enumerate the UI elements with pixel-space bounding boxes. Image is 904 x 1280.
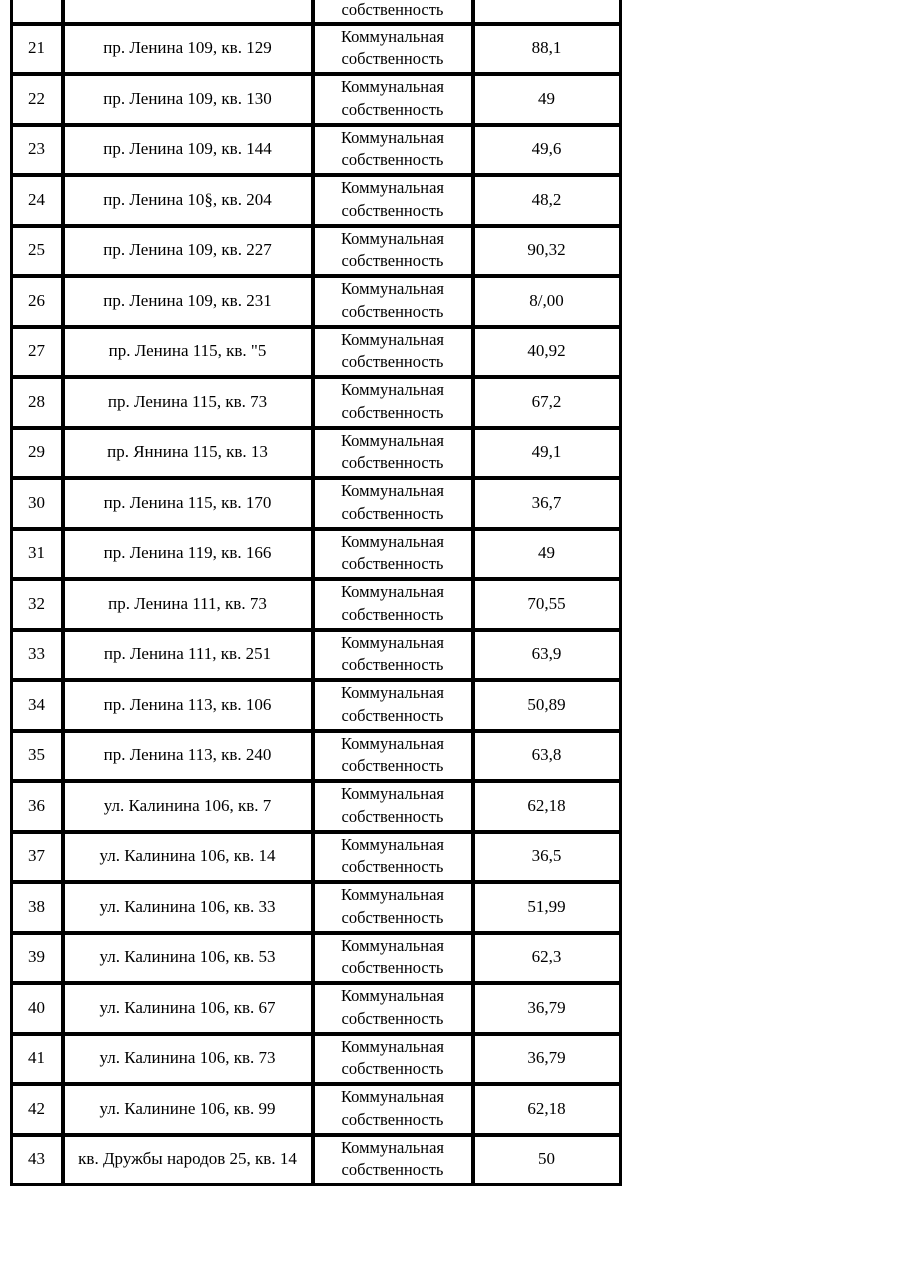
address-cell: ул. Калинина 106, кв. 67 bbox=[64, 984, 314, 1035]
row-number-cell: 34 bbox=[12, 681, 64, 732]
row-number-cell: 38 bbox=[12, 883, 64, 934]
ownership-cell bbox=[314, 1085, 474, 1136]
document-page bbox=[10, 0, 620, 1186]
ownership-cell bbox=[314, 176, 474, 227]
area-cell: 49 bbox=[474, 75, 622, 126]
area-cell: 90,32 bbox=[474, 227, 622, 278]
ownership-line: собственность bbox=[341, 1160, 444, 1180]
ownership-line: Коммунальная bbox=[340, 77, 445, 97]
ownership-line: собственность bbox=[341, 806, 444, 826]
table-row bbox=[12, 378, 622, 429]
ownership-cell bbox=[314, 75, 474, 126]
table-body bbox=[12, 0, 622, 1186]
table-row bbox=[12, 782, 622, 833]
row-number-cell: 29 bbox=[12, 429, 64, 480]
ownership-line: Коммунальная bbox=[340, 935, 445, 955]
ownership-line: Коммунальная bbox=[340, 380, 445, 400]
address-cell: пр. Ленина 109, кв. 227 bbox=[64, 227, 314, 278]
table-row bbox=[12, 176, 622, 227]
address-cell: кв. Дружбы народов 25, кв. 14 bbox=[64, 1136, 314, 1187]
address-cell: пр. Ленина 111, кв. 73 bbox=[64, 580, 314, 631]
area-cell: 62,3 bbox=[474, 934, 622, 985]
table-row-continued bbox=[12, 0, 622, 25]
ownership-cell bbox=[314, 580, 474, 631]
ownership-line: собственность bbox=[341, 1059, 444, 1079]
ownership-line: собственность bbox=[341, 49, 444, 69]
table-row bbox=[12, 631, 622, 682]
area-cell: 36,79 bbox=[474, 1035, 622, 1086]
property-table bbox=[10, 0, 622, 1186]
ownership-line: Коммунальная bbox=[340, 531, 445, 551]
ownership-cell bbox=[314, 631, 474, 682]
ownership-cell bbox=[314, 479, 474, 530]
address-cell: ул. Калинина 106, кв. 7 bbox=[64, 782, 314, 833]
row-number-cell: 31 bbox=[12, 530, 64, 581]
address-cell: пр. Ленина 115, кв. 170 bbox=[64, 479, 314, 530]
row-number-cell: 43 bbox=[12, 1136, 64, 1187]
ownership-line: Коммунальная bbox=[340, 481, 445, 501]
area-cell: 48,2 bbox=[474, 176, 622, 227]
row-number-cell: 40 bbox=[12, 984, 64, 1035]
ownership-line: собственность bbox=[341, 1109, 444, 1129]
ownership-line: собственность bbox=[341, 655, 444, 675]
ownership-line: Коммунальная bbox=[340, 1036, 445, 1056]
ownership-line: Коммунальная bbox=[340, 632, 445, 652]
ownership-cell bbox=[314, 126, 474, 177]
row-number-cell: 25 bbox=[12, 227, 64, 278]
address-cell: ул. Калинина 106, кв. 33 bbox=[64, 883, 314, 934]
area-cell: 62,18 bbox=[474, 782, 622, 833]
ownership-line: собственность bbox=[341, 604, 444, 624]
row-number-cell: 37 bbox=[12, 833, 64, 884]
area-cell: 62,18 bbox=[474, 1085, 622, 1136]
row-number-cell: 42 bbox=[12, 1085, 64, 1136]
ownership-cell bbox=[314, 328, 474, 379]
ownership-cell bbox=[314, 833, 474, 884]
ownership-line: Коммунальная bbox=[340, 178, 445, 198]
area-cell: 36,79 bbox=[474, 984, 622, 1035]
area-cell: 40,92 bbox=[474, 328, 622, 379]
row-number-cell: 26 bbox=[12, 277, 64, 328]
ownership-line: Коммунальная bbox=[340, 329, 445, 349]
table-row bbox=[12, 25, 622, 76]
row-number-cell: 21 bbox=[12, 25, 64, 76]
ownership-line: собственность bbox=[341, 251, 444, 271]
area-cell bbox=[474, 0, 622, 25]
ownership-cell bbox=[314, 277, 474, 328]
address-cell: пр. Ленина 119, кв. 166 bbox=[64, 530, 314, 581]
ownership-line: Коммунальная bbox=[340, 582, 445, 602]
ownership-line: собственность bbox=[341, 150, 444, 170]
ownership-line: собственность bbox=[341, 0, 444, 19]
address-cell: пр. Ленина 109, кв. 129 bbox=[64, 25, 314, 76]
ownership-line: Коммунальная bbox=[340, 279, 445, 299]
area-cell: 51,99 bbox=[474, 883, 622, 934]
area-cell: 67,2 bbox=[474, 378, 622, 429]
table-row bbox=[12, 277, 622, 328]
ownership-line: Коммунальная bbox=[340, 26, 445, 46]
area-cell: 50,89 bbox=[474, 681, 622, 732]
area-cell: 36,5 bbox=[474, 833, 622, 884]
ownership-cell bbox=[314, 782, 474, 833]
table-row bbox=[12, 328, 622, 379]
address-cell: пр. Ленина 109, кв. 130 bbox=[64, 75, 314, 126]
table-row bbox=[12, 479, 622, 530]
ownership-line: Коммунальная bbox=[340, 885, 445, 905]
ownership-cell bbox=[314, 984, 474, 1035]
area-cell: 36,7 bbox=[474, 479, 622, 530]
ownership-line: Коммунальная bbox=[340, 683, 445, 703]
ownership-line: Коммунальная bbox=[340, 228, 445, 248]
table-row bbox=[12, 530, 622, 581]
address-cell: ул. Калинина 106, кв. 14 bbox=[64, 833, 314, 884]
ownership-line: собственность bbox=[341, 402, 444, 422]
address-cell: пр. Ленина 111, кв. 251 bbox=[64, 631, 314, 682]
ownership-line: собственность bbox=[341, 1008, 444, 1028]
table-row bbox=[12, 1136, 622, 1187]
row-number-cell: 39 bbox=[12, 934, 64, 985]
address-cell: пр. Ленина 115, кв. 73 bbox=[64, 378, 314, 429]
ownership-cell bbox=[314, 25, 474, 76]
ownership-line: собственность bbox=[341, 453, 444, 473]
ownership-line: Коммунальная bbox=[340, 1087, 445, 1107]
ownership-line: собственность bbox=[341, 907, 444, 927]
ownership-cell bbox=[314, 1035, 474, 1086]
row-number-cell: 27 bbox=[12, 328, 64, 379]
ownership-cell bbox=[314, 883, 474, 934]
row-number-cell: 32 bbox=[12, 580, 64, 631]
row-number-cell: 33 bbox=[12, 631, 64, 682]
table-row bbox=[12, 580, 622, 631]
address-cell: ул. Калинине 106, кв. 99 bbox=[64, 1085, 314, 1136]
table-row bbox=[12, 429, 622, 480]
ownership-cell bbox=[314, 227, 474, 278]
address-cell: пр. Ленина 10§, кв. 204 bbox=[64, 176, 314, 227]
ownership-line: собственность bbox=[341, 857, 444, 877]
row-number-cell: 28 bbox=[12, 378, 64, 429]
row-number-cell: 30 bbox=[12, 479, 64, 530]
ownership-line: собственность bbox=[341, 99, 444, 119]
row-number-cell: 22 bbox=[12, 75, 64, 126]
area-cell: 88,1 bbox=[474, 25, 622, 76]
table-row bbox=[12, 984, 622, 1035]
table-row bbox=[12, 75, 622, 126]
ownership-line: собственность bbox=[341, 503, 444, 523]
ownership-line: Коммунальная bbox=[340, 1137, 445, 1157]
address-cell: ул. Калинина 106, кв. 73 bbox=[64, 1035, 314, 1086]
address-cell: пр. Яннина 115, кв. 13 bbox=[64, 429, 314, 480]
ownership-cell bbox=[314, 934, 474, 985]
ownership-line: собственность bbox=[341, 756, 444, 776]
ownership-line: Коммунальная bbox=[340, 127, 445, 147]
address-cell bbox=[64, 0, 314, 25]
address-cell: пр. Ленина 109, кв. 144 bbox=[64, 126, 314, 177]
table-row bbox=[12, 227, 622, 278]
ownership-line: собственность bbox=[341, 352, 444, 372]
row-number-cell: 24 bbox=[12, 176, 64, 227]
ownership-line: собственность bbox=[341, 958, 444, 978]
ownership-line: собственность bbox=[341, 301, 444, 321]
ownership-cell bbox=[314, 681, 474, 732]
address-cell: пр. Ленина 109, кв. 231 bbox=[64, 277, 314, 328]
row-number-cell: 35 bbox=[12, 732, 64, 783]
ownership-cell bbox=[314, 429, 474, 480]
ownership-line: Коммунальная bbox=[340, 733, 445, 753]
ownership-cell bbox=[314, 378, 474, 429]
ownership-cell bbox=[314, 530, 474, 581]
address-cell: ул. Калинина 106, кв. 53 bbox=[64, 934, 314, 985]
area-cell: 49,1 bbox=[474, 429, 622, 480]
ownership-cell bbox=[314, 0, 474, 25]
address-cell: пр. Ленина 113, кв. 240 bbox=[64, 732, 314, 783]
area-cell: 8/,00 bbox=[474, 277, 622, 328]
ownership-line: Коммунальная bbox=[340, 784, 445, 804]
ownership-cell bbox=[314, 732, 474, 783]
row-number-cell bbox=[12, 0, 64, 25]
row-number-cell: 23 bbox=[12, 126, 64, 177]
table-row bbox=[12, 1085, 622, 1136]
area-cell: 63,8 bbox=[474, 732, 622, 783]
table-row bbox=[12, 681, 622, 732]
area-cell: 70,55 bbox=[474, 580, 622, 631]
table-row bbox=[12, 126, 622, 177]
ownership-cell bbox=[314, 1136, 474, 1187]
table-row bbox=[12, 883, 622, 934]
table-row bbox=[12, 1035, 622, 1086]
row-number-cell: 41 bbox=[12, 1035, 64, 1086]
ownership-line: собственность bbox=[341, 705, 444, 725]
ownership-line: Коммунальная bbox=[340, 430, 445, 450]
table-row bbox=[12, 732, 622, 783]
address-cell: пр. Ленина 113, кв. 106 bbox=[64, 681, 314, 732]
area-cell: 49,6 bbox=[474, 126, 622, 177]
row-number-cell: 36 bbox=[12, 782, 64, 833]
ownership-line: собственность bbox=[341, 554, 444, 574]
area-cell: 50 bbox=[474, 1136, 622, 1187]
ownership-line: Коммунальная bbox=[340, 834, 445, 854]
address-cell: пр. Ленина 115, кв. "5 bbox=[64, 328, 314, 379]
ownership-line: собственность bbox=[341, 200, 444, 220]
table-row bbox=[12, 934, 622, 985]
table-row bbox=[12, 833, 622, 884]
area-cell: 63,9 bbox=[474, 631, 622, 682]
area-cell: 49 bbox=[474, 530, 622, 581]
ownership-line: Коммунальная bbox=[340, 986, 445, 1006]
